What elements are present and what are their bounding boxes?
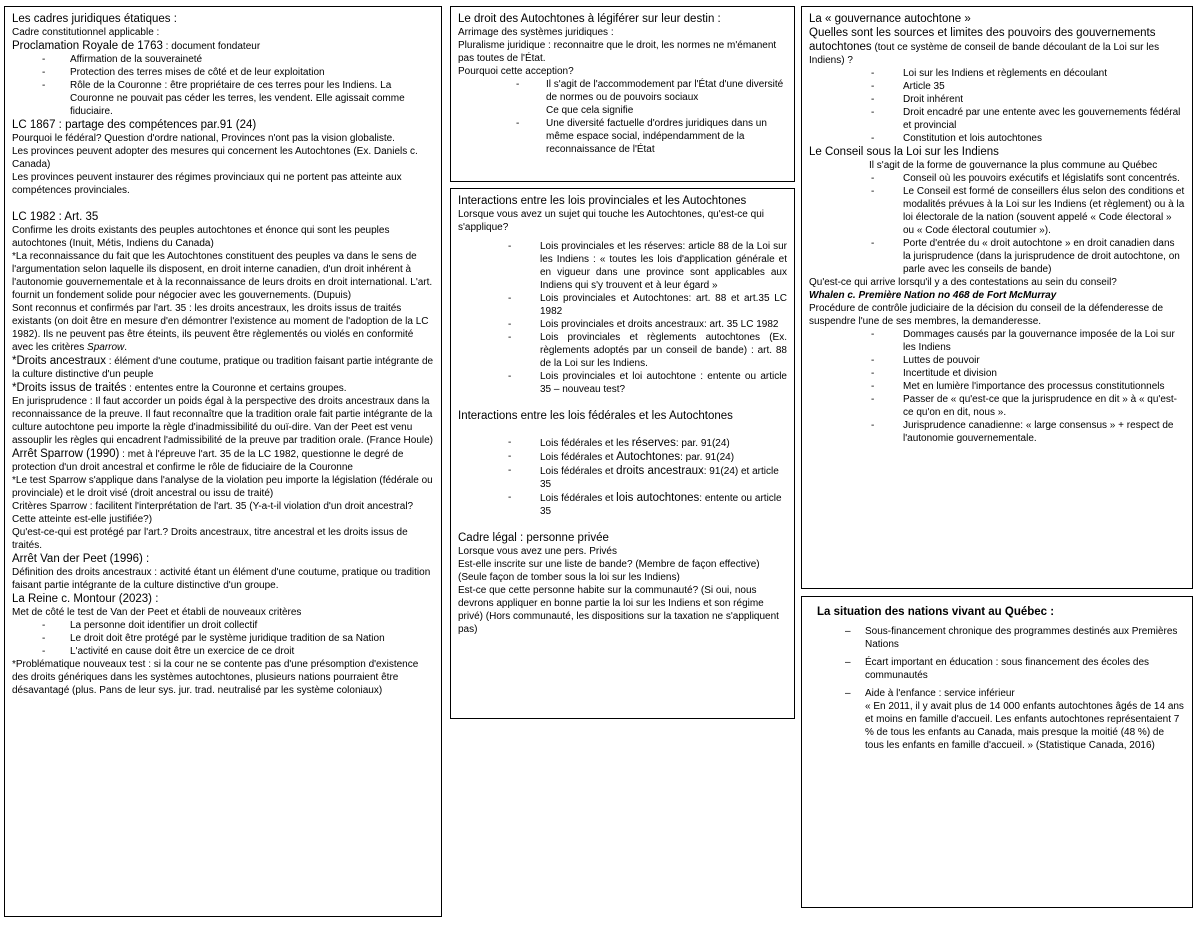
list-item: - Le Conseil est formé de conseillers élus selon des conditions et modalités prévues à la Loi sur les Indiens (et règlement) ou à la loi électorale de la nation (souvent appelé « Code électoral » ou « Code électoral coutumier »). — [809, 185, 1185, 237]
list-item: - Protection des terres mises de côté et de leur exploitation — [12, 66, 434, 79]
law-interactions-panel — [450, 188, 795, 719]
term: Autochtones — [616, 451, 681, 463]
text: Pluralisme juridique : reconnaitre que le droit, les normes ne m'émanent pas toutes de l'État. — [458, 40, 777, 64]
text: Sparrow — [87, 342, 125, 353]
list-item: - Constitution et lois autochtones — [809, 132, 1185, 145]
text: *Problématique nouveaux test : si la cour ne se contente pas d'une présomption d'existence des droits génériques dans les systèmes autochtones, plusieurs nations pourraient être désavantagé (plus. Pans de leur sys. jur. trad. neutralisé par les système coloniaux) — [12, 659, 419, 696]
paragraph — [12, 447, 434, 474]
list-item — [458, 491, 787, 518]
montour-list — [12, 619, 434, 658]
heading: LC 1867 : partage des compétences par.91 (24) — [12, 119, 257, 131]
text: Lois fédérales et — [540, 493, 617, 504]
list-item: - Une diversité factuelle d'ordres juridiques dans un même espace social, indépendamment de la reconnaissance de l'État — [458, 117, 787, 156]
panel-title: La situation des nations vivant au Québec : — [817, 606, 1055, 618]
text: *La reconnaissance du fait que les Autochtones constituent des peuples va dans le sens de l'argumentation selon laquelle ils disposent, en droit interne canadien, d'un droit inhérent à l'autonomie gouvernementale et à la reconnaissance de leurs droits en droit international. L'art. fournit un fondement solide pour négocier avec les gouvernements. (Dupuis) — [12, 251, 433, 301]
text: Ce que cela signifie — [546, 105, 634, 116]
text: Lorsque vous avez une pers. Privés — [458, 546, 617, 557]
list-item: - Le droit doit être protégé par le système juridique tradition de sa Nation — [12, 632, 434, 645]
text: Cadre constitutionnel applicable : — [12, 27, 160, 38]
text: Qu'est-ce qui arrive lorsqu'il y a des contestations au sein du conseil? — [809, 277, 1117, 288]
legal-frameworks-panel — [4, 6, 442, 917]
text: Lorsque vous avez un sujet qui touche les Autochtones, qu'est-ce qui s'applique? — [458, 209, 764, 233]
list-item: - Lois provinciales et règlements autochtones (Ex. règlements adoptés par un conseil de bande) : art. 88 de la Loi sur les Indiens. — [458, 331, 787, 370]
text: : élément d'une coutume, pratique ou tradition faisant partie intégrante de la culture distinctive d'un peuple — [12, 356, 434, 380]
text: Lois fédérales et — [540, 452, 617, 463]
text: Qu'est-ce-qui est protégé par l'art.? Droits ancestraux, titre ancestral et les droits issus de traités. — [12, 527, 408, 551]
federal-list — [458, 436, 787, 518]
heading: Quelles sont les sources et limites des pouvoirs des gouvernements autochtones — [809, 27, 1156, 53]
list-item — [458, 450, 787, 464]
text: : met à l'épreuve l'art. 35 de la LC 1982, questionne le degré de protection d'un droit ancestral et confirme le rôle de fiduciaire de la Couronne — [12, 449, 404, 473]
provincial-list — [458, 240, 787, 396]
panel-title: Le droit des Autochtones à légiférer sur leur destin : — [458, 13, 721, 25]
text: : ententes entre la Couronne et certains groupes. — [126, 383, 347, 394]
list-item: - Article 35 — [809, 80, 1185, 93]
text: Sont reconnus et confirmés par l'art. 35 : les droits ancestraux, les droits issus de traités existants (on doit être en mesure d'en démontrer l'existence au moment de l'adoption de la LC 1982). Ils ne peuvent pas être éteints, ils peuvent être règlementés ou violés en conformité avec les critères — [12, 303, 429, 353]
proclamation-list — [12, 53, 434, 118]
whalen-list — [809, 328, 1185, 445]
heading: LC 1982 : Art. 35 — [12, 211, 99, 223]
list-item: - Passer de « qu'est-ce que la jurisprudence en dit » à « qu'est-ce qu'on en dit, nous ». — [809, 393, 1185, 419]
text: Les provinces peuvent instaurer des régimes provinciaux qui ne portent pas atteinte aux compétences provinciales. — [12, 172, 402, 196]
list-item: - L'activité en cause doit être un exercice de ce droit — [12, 645, 434, 658]
text: *Le test Sparrow s'applique dans l'analyse de la violation peu importe la législation (fédérale ou provinciale) et le droit visé (droit ancestral ou issu de traité) — [12, 475, 433, 499]
list-item — [458, 436, 787, 450]
sources-list — [809, 67, 1185, 145]
term: réserves — [631, 437, 676, 449]
text: : 91(24) et article 35 — [540, 466, 779, 490]
text: Procédure de contrôle judiciaire de la décision du conseil de la défenderesse de suspendre l'une de ses membres, la demanderesse. — [809, 303, 1164, 327]
paragraph — [12, 381, 434, 395]
list-item: - Droit encadré par une entente avec les gouvernements fédéral et provincial — [809, 106, 1185, 132]
text: Arrimage des systèmes juridiques : — [458, 27, 614, 38]
list-item — [458, 464, 787, 491]
case-title: Whalen c. Première Nation no 468 de Fort McMurray — [809, 290, 1057, 301]
list-item: - Lois provinciales et droits ancestraux: art. 35 LC 1982 — [458, 318, 787, 331]
list-item: - Rôle de la Couronne : être propriétaire de ces terres pour les Indiens. La Couronne ne pouvait pas céder les terres, les vendent. Elle agissait comme fiduciaire. — [12, 79, 434, 118]
text: Est-elle inscrite sur une liste de bande? (Membre de façon effective) (Seule façon de tomber sous la loi sur les Indiens) — [458, 559, 760, 583]
paragraph — [809, 26, 1185, 67]
text: Met de côté le test de Van der Peet et établi de nouveaux critères — [12, 607, 302, 618]
heading: Cadre légal : personne privée — [458, 532, 609, 544]
text: Lois fédérales et — [540, 466, 617, 477]
acceptance-list — [458, 78, 787, 104]
indigenous-governance-panel — [801, 6, 1193, 589]
list-item: - Jurisprudence canadienne: « large consensus » + respect de l'autonomie gouvernementale. — [809, 419, 1185, 445]
heading: La Reine c. Montour (2023) : — [12, 593, 159, 605]
situation-list — [809, 625, 1185, 700]
paragraph — [12, 354, 434, 381]
term: *Droits issus de traités — [12, 382, 127, 394]
list-item: – Écart important en éducation : sous financement des écoles des communautés — [809, 656, 1185, 682]
term: *Droits ancestraux — [12, 355, 106, 367]
list-item: - Lois provinciales et loi autochtone : entente ou article 35 – nouveau test? — [458, 370, 787, 396]
quote: « En 2011, il y avait plus de 14 000 enfants autochtones âgés de 14 ans et moins en famille d'accueil. Les enfants autochtones représentaient 7 % de tous les enfants au Canada, mais presque la moitié (48 %) de tous les enfants en famille d'accueil. » (Statistique Canada, 2016) — [865, 701, 1184, 751]
heading: Proclamation Royale de 1763 — [12, 40, 163, 52]
acceptance-list-2 — [458, 117, 787, 156]
panel-title: La « gouvernance autochtone » — [809, 13, 971, 25]
panel-title: Les cadres juridiques étatiques : — [12, 13, 177, 25]
text: : document fondateur — [162, 41, 261, 52]
heading: Le Conseil sous la Loi sur les Indiens — [809, 146, 999, 158]
council-list — [809, 172, 1185, 276]
panel-title: Interactions entre les lois provinciales et les Autochtones — [458, 195, 747, 207]
list-item: - Lois provinciales et les réserves: article 88 de la Loi sur les Indiens : « toutes les lois d'application générale et en vigueur dans une province sont applicables aux Indiens qui s'y trouvent et à leur égard » — [458, 240, 787, 292]
text: En jurisprudence : Il faut accorder un poids égal à la perspective des droits ancestraux dans la reconnaissance de la preuve. Il faut reconnaître que la tradition orale fait partie intégrante de la culture autochtone peu importe la règle d'inadmissibilité du ouï-dire. Van der Peet est venu assouplir les règles qui encadrent l'admissibilité de la preuve par tradition orale. (France Houle) — [12, 396, 434, 446]
text: Confirme les droits existants des peuples autochtones et énonce qui sont les peuples autochtones (Inuit, Métis, Indiens du Canada) — [12, 225, 390, 249]
list-item: - Il s'agit de l'accommodement par l'État d'une diversité de normes ou de pouvoirs sociaux — [458, 78, 787, 104]
heading: Interactions entre les lois fédérales et les Autochtones — [458, 410, 733, 422]
paragraph — [12, 39, 434, 53]
list-item: – Sous-financement chronique des programmes destinés aux Premières Nations — [809, 625, 1185, 651]
list-item: - Porte d'entrée du « droit autochtone » en droit canadien dans la jurisprudence (dans la jurisprudence de droit autochtone, on parle avec les conseils de bande) — [809, 237, 1185, 276]
list-item: - Loi sur les Indiens et règlements en découlant — [809, 67, 1185, 80]
term: droits ancestraux — [616, 465, 704, 477]
list-item: - Incertitude et division — [809, 367, 1185, 380]
text: : entente ou article 35 — [540, 493, 782, 517]
list-item: - Dommages causés par la gouvernance imposée de la Loi sur les Indiens — [809, 328, 1185, 354]
list-item: - Affirmation de la souveraineté — [12, 53, 434, 66]
list-item: - Lois provinciales et Autochtones: art. 88 et art.35 LC 1982 — [458, 292, 787, 318]
paragraph — [12, 302, 434, 354]
quebec-nations-panel — [801, 596, 1193, 908]
self-government-panel — [450, 6, 795, 182]
text: Pourquoi le fédéral? Question d'ordre national, Provinces n'ont pas la vision globaliste. — [12, 133, 395, 144]
list-item: – Aide à l'enfance : service inférieur — [809, 687, 1185, 700]
term: lois autochtones — [616, 492, 700, 504]
text: Pourquoi cette acception? — [458, 66, 574, 77]
term: Arrêt Sparrow (1990) — [12, 448, 120, 460]
text: Définition des droits ancestraux : activité étant un élément d'une coutume, pratique ou tradition faisant partie intégrante de la culture distinctive d'un groupe. — [12, 567, 431, 591]
list-item: - La personne doit identifier un droit collectif — [12, 619, 434, 632]
text: Est-ce que cette personne habite sur la communauté? (Si oui, nous devrons appliquer en bonne partie la loi sur les Indiens et son régime privé) (Hors communauté, les dispositions sur la taxation ne s'appliquent pas) — [458, 585, 779, 635]
heading: Arrêt Van der Peet (1996) : — [12, 553, 150, 565]
text: (tout ce système de conseil de bande découlant de la Loi sur les Indiens) ? — [809, 42, 1160, 66]
list-item: - Conseil où les pouvoirs exécutifs et législatifs sont concentrés. — [809, 172, 1185, 185]
text: : par. 91(24) — [680, 452, 735, 463]
list-item: - Luttes de pouvoir — [809, 354, 1185, 367]
text: Il s'agit de la forme de gouvernance la plus commune au Québec — [869, 160, 1158, 171]
text: Critères Sparrow : facilitent l'interprétation de l'art. 35 (Y-a-t-il violation d'un droit ancestral? Cette atteinte est-elle justifiée?) — [12, 501, 414, 525]
list-item: - Met en lumière l'importance des processus constitutionnels — [809, 380, 1185, 393]
list-item: - Droit inhérent — [809, 93, 1185, 106]
text: : par. 91(24) — [675, 438, 730, 449]
text: Les provinces peuvent adopter des mesures qui concernent les Autochtones (Ex. Daniels c. Canada) — [12, 146, 418, 170]
text: Lois fédérales et les — [540, 438, 632, 449]
text: . — [124, 342, 128, 353]
